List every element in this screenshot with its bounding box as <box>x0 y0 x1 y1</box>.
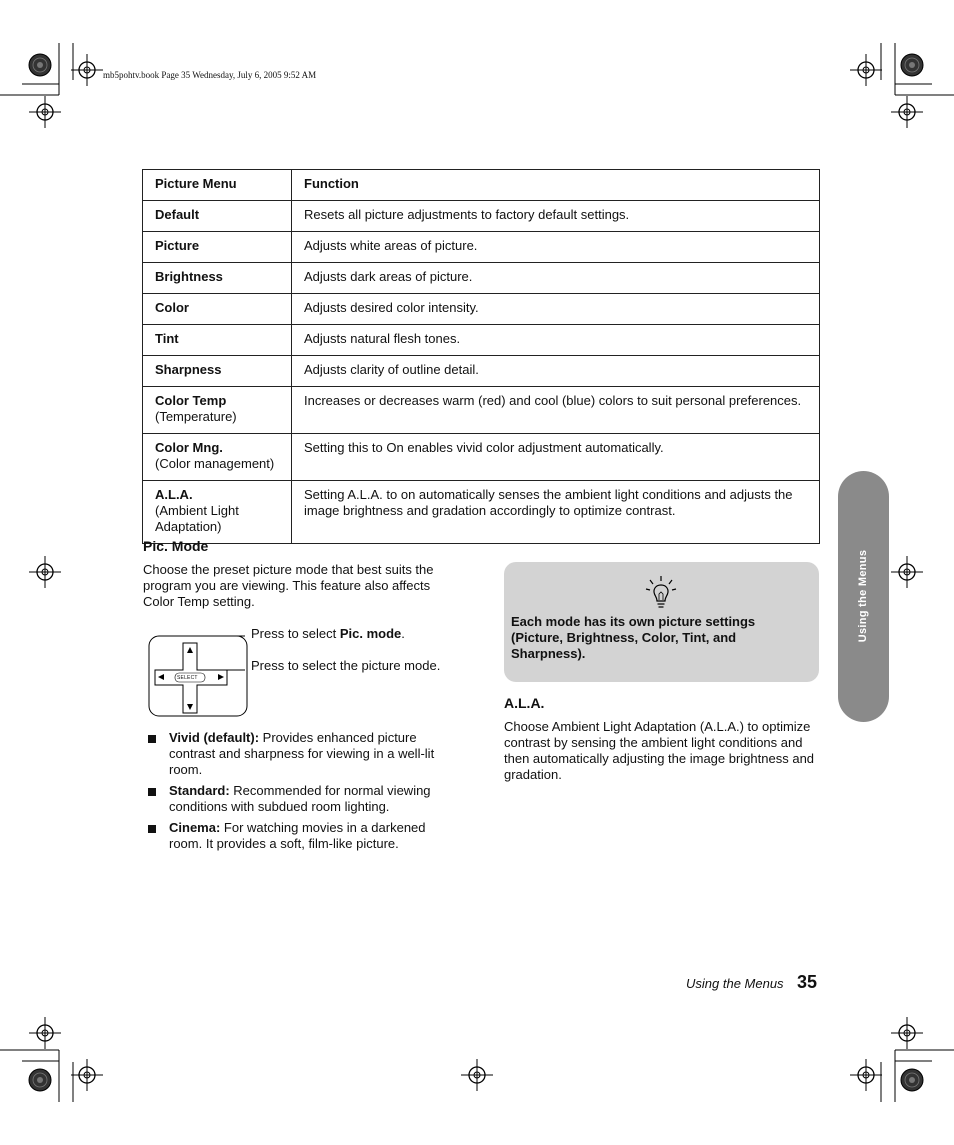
table-header-row <box>143 170 820 201</box>
setting-function: Setting A.L.A. to on automatically senses the ambient light conditions and adjusts the image brightness and gradation accordingly to optimize contrast. <box>292 481 820 544</box>
file-info-header: mb5pohtv.book Page 35 Wednesday, July 6, 2005 9:52 AM <box>103 70 317 80</box>
table-row <box>143 356 820 387</box>
mode-description: Provides enhanced picture contrast and sharpness for viewing in a well-lit room. <box>169 730 435 777</box>
setting-subtitle: (Temperature) <box>155 409 237 424</box>
registration-mark-icon <box>891 556 923 588</box>
list-item <box>148 730 448 778</box>
setting-name: Color Mng. <box>155 440 223 455</box>
setting-name: Brightness <box>155 269 223 284</box>
color-target-icon <box>29 1069 51 1091</box>
registration-mark-icon <box>891 1017 923 1049</box>
registration-mark-icon <box>461 1059 493 1091</box>
table-row <box>143 481 820 544</box>
mode-title: Cinema: <box>169 820 221 835</box>
table-row <box>143 325 820 356</box>
list-item <box>148 820 448 852</box>
setting-function: Adjusts dark areas of picture. <box>292 263 820 294</box>
setting-function: Adjusts clarity of outline detail. <box>292 356 820 387</box>
page-number: 35 <box>797 972 818 992</box>
registration-mark-icon <box>29 96 61 128</box>
select-label: SELECT <box>177 675 198 681</box>
setting-name: Sharpness <box>155 362 222 377</box>
remote-instruction-1: Press to select Pic. mode. <box>251 626 405 641</box>
setting-function: Adjusts natural flesh tones. <box>292 325 820 356</box>
list-item <box>148 783 448 815</box>
table-row <box>143 263 820 294</box>
setting-function: Increases or decreases warm (red) and cool (blue) colors to suit personal preferences. <box>292 387 820 434</box>
registration-mark-icon <box>29 1017 61 1049</box>
lightbulb-icon <box>644 574 678 610</box>
column-header-function: Function <box>292 170 820 201</box>
registration-mark-icon <box>29 556 61 588</box>
mode-description: For watching movies in a darkened room. It provides a soft, film-like picture. <box>169 820 426 851</box>
tip-box <box>504 562 819 682</box>
ala-heading: A.L.A. <box>504 695 545 711</box>
picture-mode-list <box>148 730 448 857</box>
setting-name: Picture <box>155 238 200 253</box>
setting-name: Default <box>155 207 200 222</box>
section-side-tab <box>838 471 889 722</box>
registration-mark-icon <box>71 1059 103 1091</box>
table-row <box>143 232 820 263</box>
footer-section-title: Using the Menus <box>686 976 784 991</box>
setting-name: Color Temp <box>155 393 227 408</box>
tip-text: Each mode has its own picture settings (Picture, Brightness, Color, Tint, and Sharpness). <box>511 614 756 661</box>
setting-function: Adjusts desired color intensity. <box>292 294 820 325</box>
side-tab-label: Using the Menus <box>857 549 869 643</box>
setting-subtitle: (Color management) <box>155 456 275 471</box>
setting-subtitle: (Ambient Light Adaptation) <box>155 503 239 534</box>
registration-mark-icon <box>850 54 882 86</box>
setting-name: Color <box>155 300 189 315</box>
color-target-icon <box>901 54 923 76</box>
remote-dpad-diagram <box>145 625 255 720</box>
registration-mark-icon <box>850 1059 882 1091</box>
picture-menu-table <box>142 169 820 544</box>
ala-text: Choose Ambient Light Adaptation (A.L.A.) to optimize contrast by sensing the ambient light conditions and then automatically adjusting the image brightness and gradation. <box>504 719 815 782</box>
setting-function: Resets all picture adjustments to factory default settings. <box>292 201 820 232</box>
registration-mark-icon <box>891 96 923 128</box>
mode-description: Recommended for normal viewing conditions with subdued room lighting. <box>169 783 431 814</box>
registration-mark-icon <box>71 54 103 86</box>
setting-name: Tint <box>155 331 179 346</box>
table-row <box>143 387 820 434</box>
color-target-icon <box>29 54 51 76</box>
table-row <box>143 294 820 325</box>
column-header-picture-menu: Picture Menu <box>143 170 292 201</box>
remote-instruction-2: Press to select the picture mode. <box>251 658 441 673</box>
setting-function: Setting this to On enables vivid color adjustment automatically. <box>292 434 820 481</box>
mode-title: Standard: <box>169 783 230 798</box>
color-target-icon <box>901 1069 923 1091</box>
pic-mode-intro: Choose the preset picture mode that best suits the program you are viewing. This feature also affects Color Temp setting. <box>143 562 434 609</box>
pic-mode-heading: Pic. Mode <box>143 538 209 554</box>
mode-title: Vivid (default): <box>169 730 260 745</box>
table-row <box>143 201 820 232</box>
setting-name: A.L.A. <box>155 487 193 502</box>
setting-function: Adjusts white areas of picture. <box>292 232 820 263</box>
table-row <box>143 434 820 481</box>
